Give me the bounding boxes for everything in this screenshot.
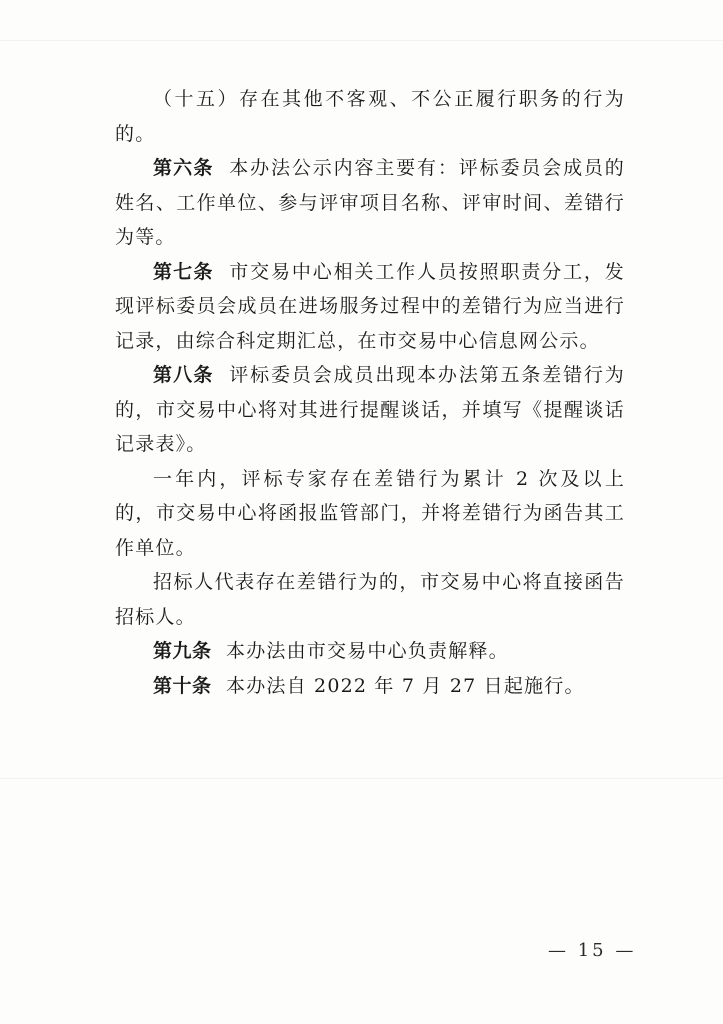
scan-artifact-line bbox=[0, 778, 723, 779]
paragraph-text: 一年内，评标专家存在差错行为累计 2 次及以上的，市交易中心将函报监管部门，并将差错行为函告其工作单位。 bbox=[115, 467, 625, 559]
paragraph-annual-rule bbox=[115, 462, 625, 566]
paragraph-tenderer-rule bbox=[115, 565, 625, 634]
article-label: 第七条 bbox=[153, 260, 214, 283]
article-label: 第六条 bbox=[153, 157, 214, 179]
article-label: 第十条 bbox=[153, 674, 212, 697]
paragraph-text: 市交易中心相关工作人员按照职责分工，发现评标委员会成员在进场服务过程中的差错行为应当进行记录，由综合科定期汇总，在市交易中心信息网公示。 bbox=[115, 260, 625, 352]
scan-artifact-line bbox=[0, 40, 723, 41]
page-number: — 15 — bbox=[548, 940, 637, 961]
paragraph-text: 本办法公示内容主要有：评标委员会成员的姓名、工作单位、参与评审项目名称、评审时间、差错行为等。 bbox=[115, 157, 625, 248]
paragraph-article-10 bbox=[115, 669, 625, 704]
paragraph-article-8 bbox=[115, 358, 625, 462]
paragraph-text: 评标委员会成员出现本办法第五条差错行为的，市交易中心将对其进行提醒谈话，并填写《提醒谈话记录表》。 bbox=[115, 364, 625, 455]
article-label: 第八条 bbox=[153, 364, 214, 386]
paragraph-text: （十五）存在其他不客观、不公正履行职务的行为的。 bbox=[115, 88, 625, 145]
paragraph-text: 本办法自 2022 年 7 月 27 日起施行。 bbox=[226, 674, 585, 697]
paragraph-text: 招标人代表存在差错行为的，市交易中心将直接函告招标人。 bbox=[115, 571, 625, 628]
paragraph-text: 本办法由市交易中心负责解释。 bbox=[226, 640, 509, 662]
paragraph-article-6 bbox=[115, 151, 625, 255]
paragraph-article-9 bbox=[115, 634, 625, 669]
document-body bbox=[115, 82, 625, 703]
paragraph-item-15 bbox=[115, 82, 625, 151]
article-label: 第九条 bbox=[153, 640, 212, 662]
paragraph-article-7 bbox=[115, 255, 625, 359]
